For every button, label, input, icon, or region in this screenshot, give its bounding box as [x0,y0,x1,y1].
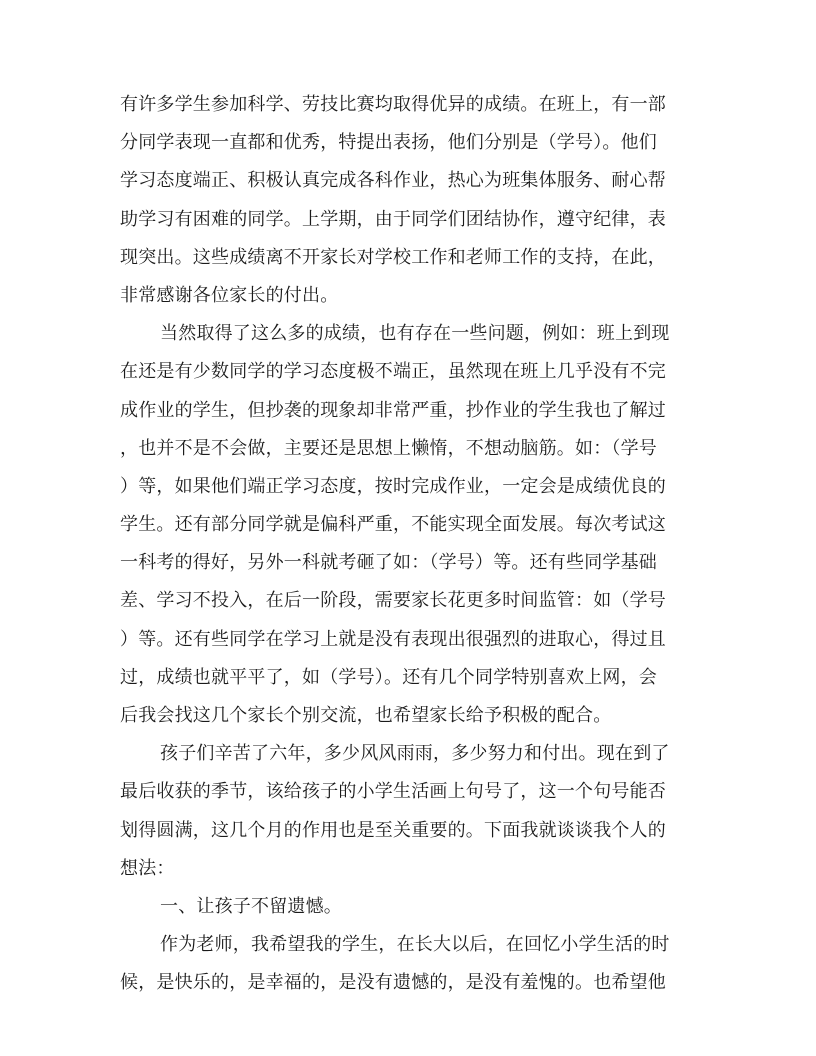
text-line: 一科考的得好，另外一科就考砸了如：（学号）等。还有些同学基础 [120,552,657,574]
text-line: 想法： [120,857,175,879]
text-line: 孩子们辛苦了六年，多少风风雨雨，多少努力和付出。现在到了 [160,743,670,765]
text-line: 差、学习不投入，在后一阶段，需要家长花更多时间监管：如（学号 [120,590,666,612]
text-line: 一、让孩子不留遗憾。 [160,895,342,917]
text-line: 助学习有困难的同学。上学期，由于同学们团结协作，遵守纪律，表 [120,208,666,230]
text-line: 划得圆满，这几个月的作用也是至关重要的。下面我就谈谈我个人的 [120,819,666,841]
text-line: 非常感谢各位家长的付出。 [120,284,339,306]
text-line: 当然取得了这么多的成绩，也有存在一些问题，例如：班上到现 [160,323,670,345]
body-text [120,86,696,1003]
text-line: 现突出。这些成绩离不开家长对学校工作和老师工作的支持，在此， [120,246,666,268]
text-line: ）等，如果他们端正学习态度，按时完成作业，一定会是成绩优良的 [120,475,666,497]
text-line: 最后收获的季节，该给孩子的小学生活画上句号了，这一个句号能否 [120,781,666,803]
text-line: 候，是快乐的，是幸福的，是没有遗憾的，是没有羞愧的。也希望他 [120,972,666,994]
text-line: 作为老师，我希望我的学生，在长大以后，在回忆小学生活的时 [160,934,670,956]
text-line: 分同学表现一直都和优秀，特提出表扬，他们分别是（学号）。他们 [120,132,657,154]
text-line: 成作业的学生，但抄袭的现象却非常严重，抄作业的学生我也了解过 [120,399,666,421]
text-line: ）等。还有些同学在学习上就是没有表现出很强烈的进取心，得过且 [120,628,666,650]
text-line: 过，成绩也就平平了，如（学号）。还有几个同学特别喜欢上网，会 [120,666,657,688]
text-line: 有许多学生参加科学、劳技比赛均取得优异的成绩。在班上，有一部 [120,94,666,115]
text-line: 学生。还有部分同学就是偏科严重，不能实现全面发展。每次考试这 [120,514,666,536]
text-line: ，也并不是不会做，主要还是思想上懒惰，不想动脑筋。如：（学号 [120,437,657,459]
text-line: 在还是有少数同学的学习态度极不端正，虽然现在班上几乎没有不完 [120,361,666,383]
text-line: 后我会找这几个家长个别交流，也希望家长给予积极的配合。 [120,705,612,726]
text-line: 学习态度端正、积极认真完成各科作业，热心为班集体服务、耐心帮 [120,170,666,192]
